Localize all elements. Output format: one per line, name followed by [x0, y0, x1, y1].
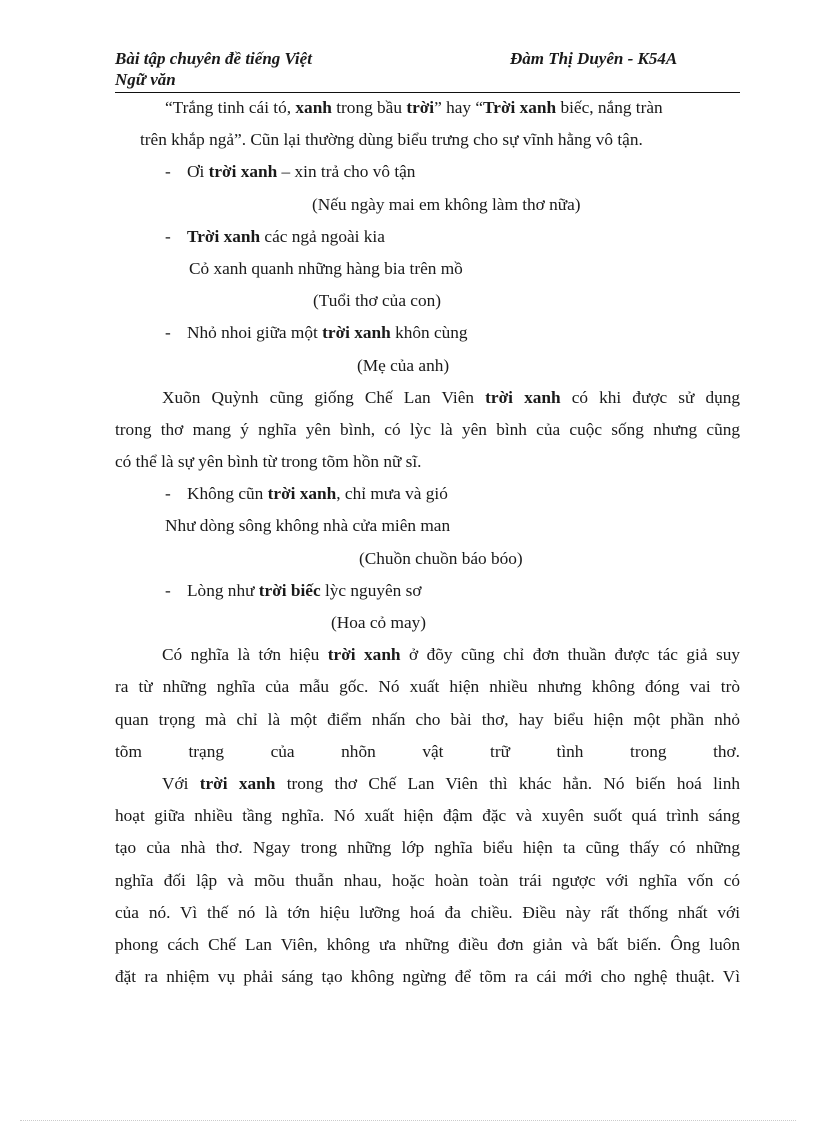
text-line: phong cách Chế Lan Viên, không ưa những điều đơn giản và bất biến. Ông luôn	[115, 934, 740, 954]
poem-line: Cỏ xanh quanh những hàng bia trên mồ	[189, 258, 463, 278]
poem-citation: (Tuổi thơ của con)	[313, 291, 442, 311]
header-author: Đàm Thị Duyên - K54A	[510, 49, 678, 68]
text-line: đặt ra nhiệm vụ phải sáng tạo không ngừng để tõm ra cái mới cho nghệ thuật. Vì	[115, 967, 740, 987]
poem-citation: (Hoa cỏ may)	[331, 613, 427, 632]
poem-line: - Trời xanh các ngả ngoài kia	[115, 221, 740, 253]
poem-line: - Không cũn trời xanh, chỉ mưa và gió	[115, 478, 740, 510]
text-line: trên khắp ngả”. Cũn lại thường dùng biểu trưng cho sự vĩnh hằng vô tận.	[140, 130, 643, 150]
text-line: nghĩa đối lập và mõu thuẫn nhau, hoặc hoàn toàn trái ngược với nghĩa vốn có	[115, 870, 740, 890]
poem-line: - Lòng như trời biếc lỳc nguyên sơ	[115, 575, 740, 607]
list-dash: -	[165, 323, 171, 343]
page-header	[115, 48, 740, 93]
header-subject: Ngữ văn	[115, 70, 176, 89]
text-line: Với trời xanh trong thơ Chế Lan Viên thì khác hẳn. Nó biến hoá linh	[162, 773, 741, 793]
text-line: ra từ những nghĩa của mẫu gốc. Nó xuất hiện nhiều nhưng không đóng vai trò	[115, 677, 740, 697]
list-dash: -	[165, 580, 171, 600]
poem-citation: (Mẹ của anh)	[357, 355, 450, 375]
poem-line: Như dòng sông không nhà cửa miên man	[165, 516, 451, 536]
list-dash: -	[165, 484, 171, 504]
text-line: hoạt giữa nhiều tầng nghĩa. Nó xuất hiện đậm đặc và xuyên suốt quá trình sáng	[115, 806, 740, 826]
text-line: Xuõn Quỳnh cũng giống Chế Lan Viên trời xanh có khi được sử dụng	[162, 387, 741, 407]
text-line: có thể là sự yên bình từ trong tõm hồn nữ sĩ.	[115, 452, 422, 472]
page-bottom-divider	[20, 1120, 796, 1121]
poem-citation: (Chuồn chuồn báo bóo)	[359, 548, 523, 568]
poem-citation: (Nếu ngày mai em không làm thơ nữa)	[312, 194, 581, 214]
poem-line: - Nhỏ nhoi giữa một trời xanh khôn cùng	[115, 317, 740, 349]
list-dash: -	[165, 226, 171, 246]
header-course-title: Bài tập chuyên đề tiếng Việt	[115, 49, 312, 68]
text-line: Có nghĩa là tớn hiệu trời xanh ở đõy cũng chỉ đơn thuần được tác giả suy	[162, 645, 740, 665]
poem-line: - Ơi trời xanh – xin trả cho vô tận	[115, 156, 740, 188]
text-line: tõm trạng của nhõn vật trữ tình trong thơ.	[115, 741, 740, 761]
text-line: “Trắng tinh cái tó, xanh trong bầu trời” hay “Trời xanh biếc, nắng tràn	[165, 98, 663, 117]
text-line: tạo của nhà thơ. Ngay trong những lớp nghĩa biểu hiện ta cũng thấy có những	[115, 838, 740, 858]
text-line: trong thơ mang ý nghĩa yên bình, có lỳc là yên bình của cuộc sống nhưng cũng	[115, 419, 740, 439]
document-body	[115, 92, 740, 993]
text-line: của nó. Vì thế nó là tớn hiệu lưỡng hoá đa chiều. Điều này rất thống nhất với	[115, 902, 740, 922]
text-line: quan trọng mà chỉ là một điểm nhấn cho bài thơ, hay biểu hiện một phần nhỏ	[115, 709, 740, 729]
list-dash: -	[165, 162, 171, 182]
